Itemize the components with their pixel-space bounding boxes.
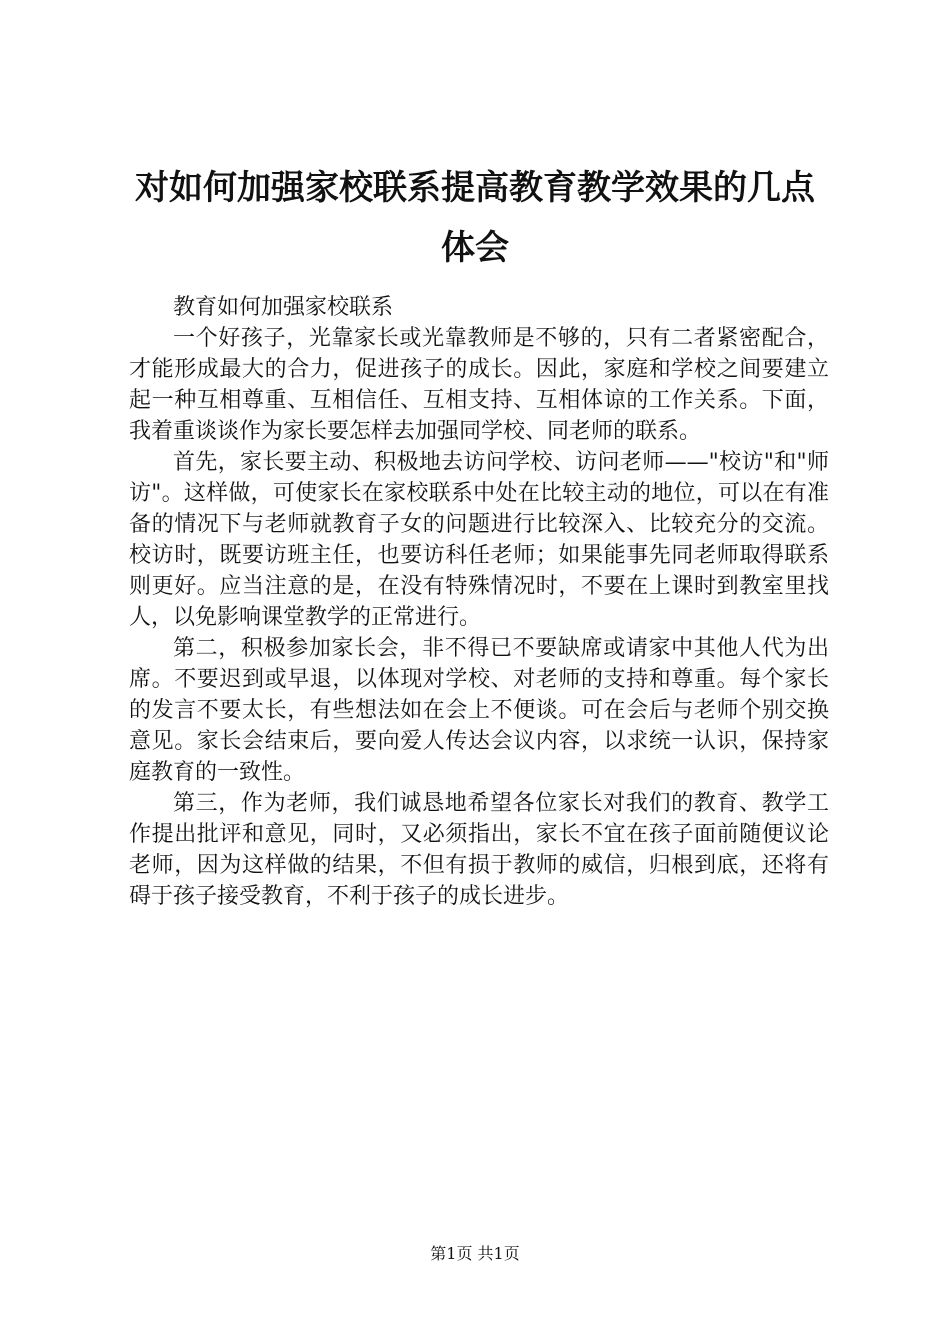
paragraph-intro: 一个好孩子，光靠家长或光靠教师是不够的，只有二者紧密配合，才能形成最大的合力，促进孩子的成长。因此，家庭和学校之间要建立起一种互相尊重、互相信任、互相支持、互相体谅的工作关系。下面，我着重谈谈作为家长要怎样去加强同学校、同老师的联系。: [129, 326, 829, 444]
paragraph-third: 第三，作为老师，我们诚恳地希望各位家长对我们的教育、教学工作提出批评和意见，同时，又必须指出，家长不宜在孩子面前随便议论老师，因为这样做的结果，不但有损于教师的威信，归根到底，还将有碍于孩子接受教育，不利于孩子的成长进步。: [129, 791, 829, 909]
paragraph-first: 首先，家长要主动、积极地去访问学校、访问老师——"校访"和"师访"。这样做，可使家长在家校联系中处在比较主动的地位，可以在有准备的情况下与老师就教育子女的问题进行比较深入、比较充分的交流。校访时，既要访班主任，也要访科任老师；如果能事先同老师取得联系则更好。应当注意的是，在没有特殊情况时，不要在上课时到教室里找人，以免影响课堂教学的正常进行。: [129, 450, 830, 630]
document-body: [129, 292, 829, 912]
section-heading: 教育如何加强家校联系: [173, 295, 394, 320]
paragraph-second: 第二，积极参加家长会，非不得已不要缺席或请家中其他人代为出席。不要迟到或早退，以体现对学校、对老师的支持和尊重。每个家长的发言不要太长，有些想法如在会上不便谈。可在会后与老师个别交换意见。家长会结束后，要向爱人传达会议内容，以求统一认识，保持家庭教育的一致性。: [129, 636, 829, 785]
page-number-footer: 第1页 共1页: [430, 1244, 520, 1263]
document-title: 对如何加强家校联系提高教育教学效果的几点体会: [135, 168, 815, 268]
